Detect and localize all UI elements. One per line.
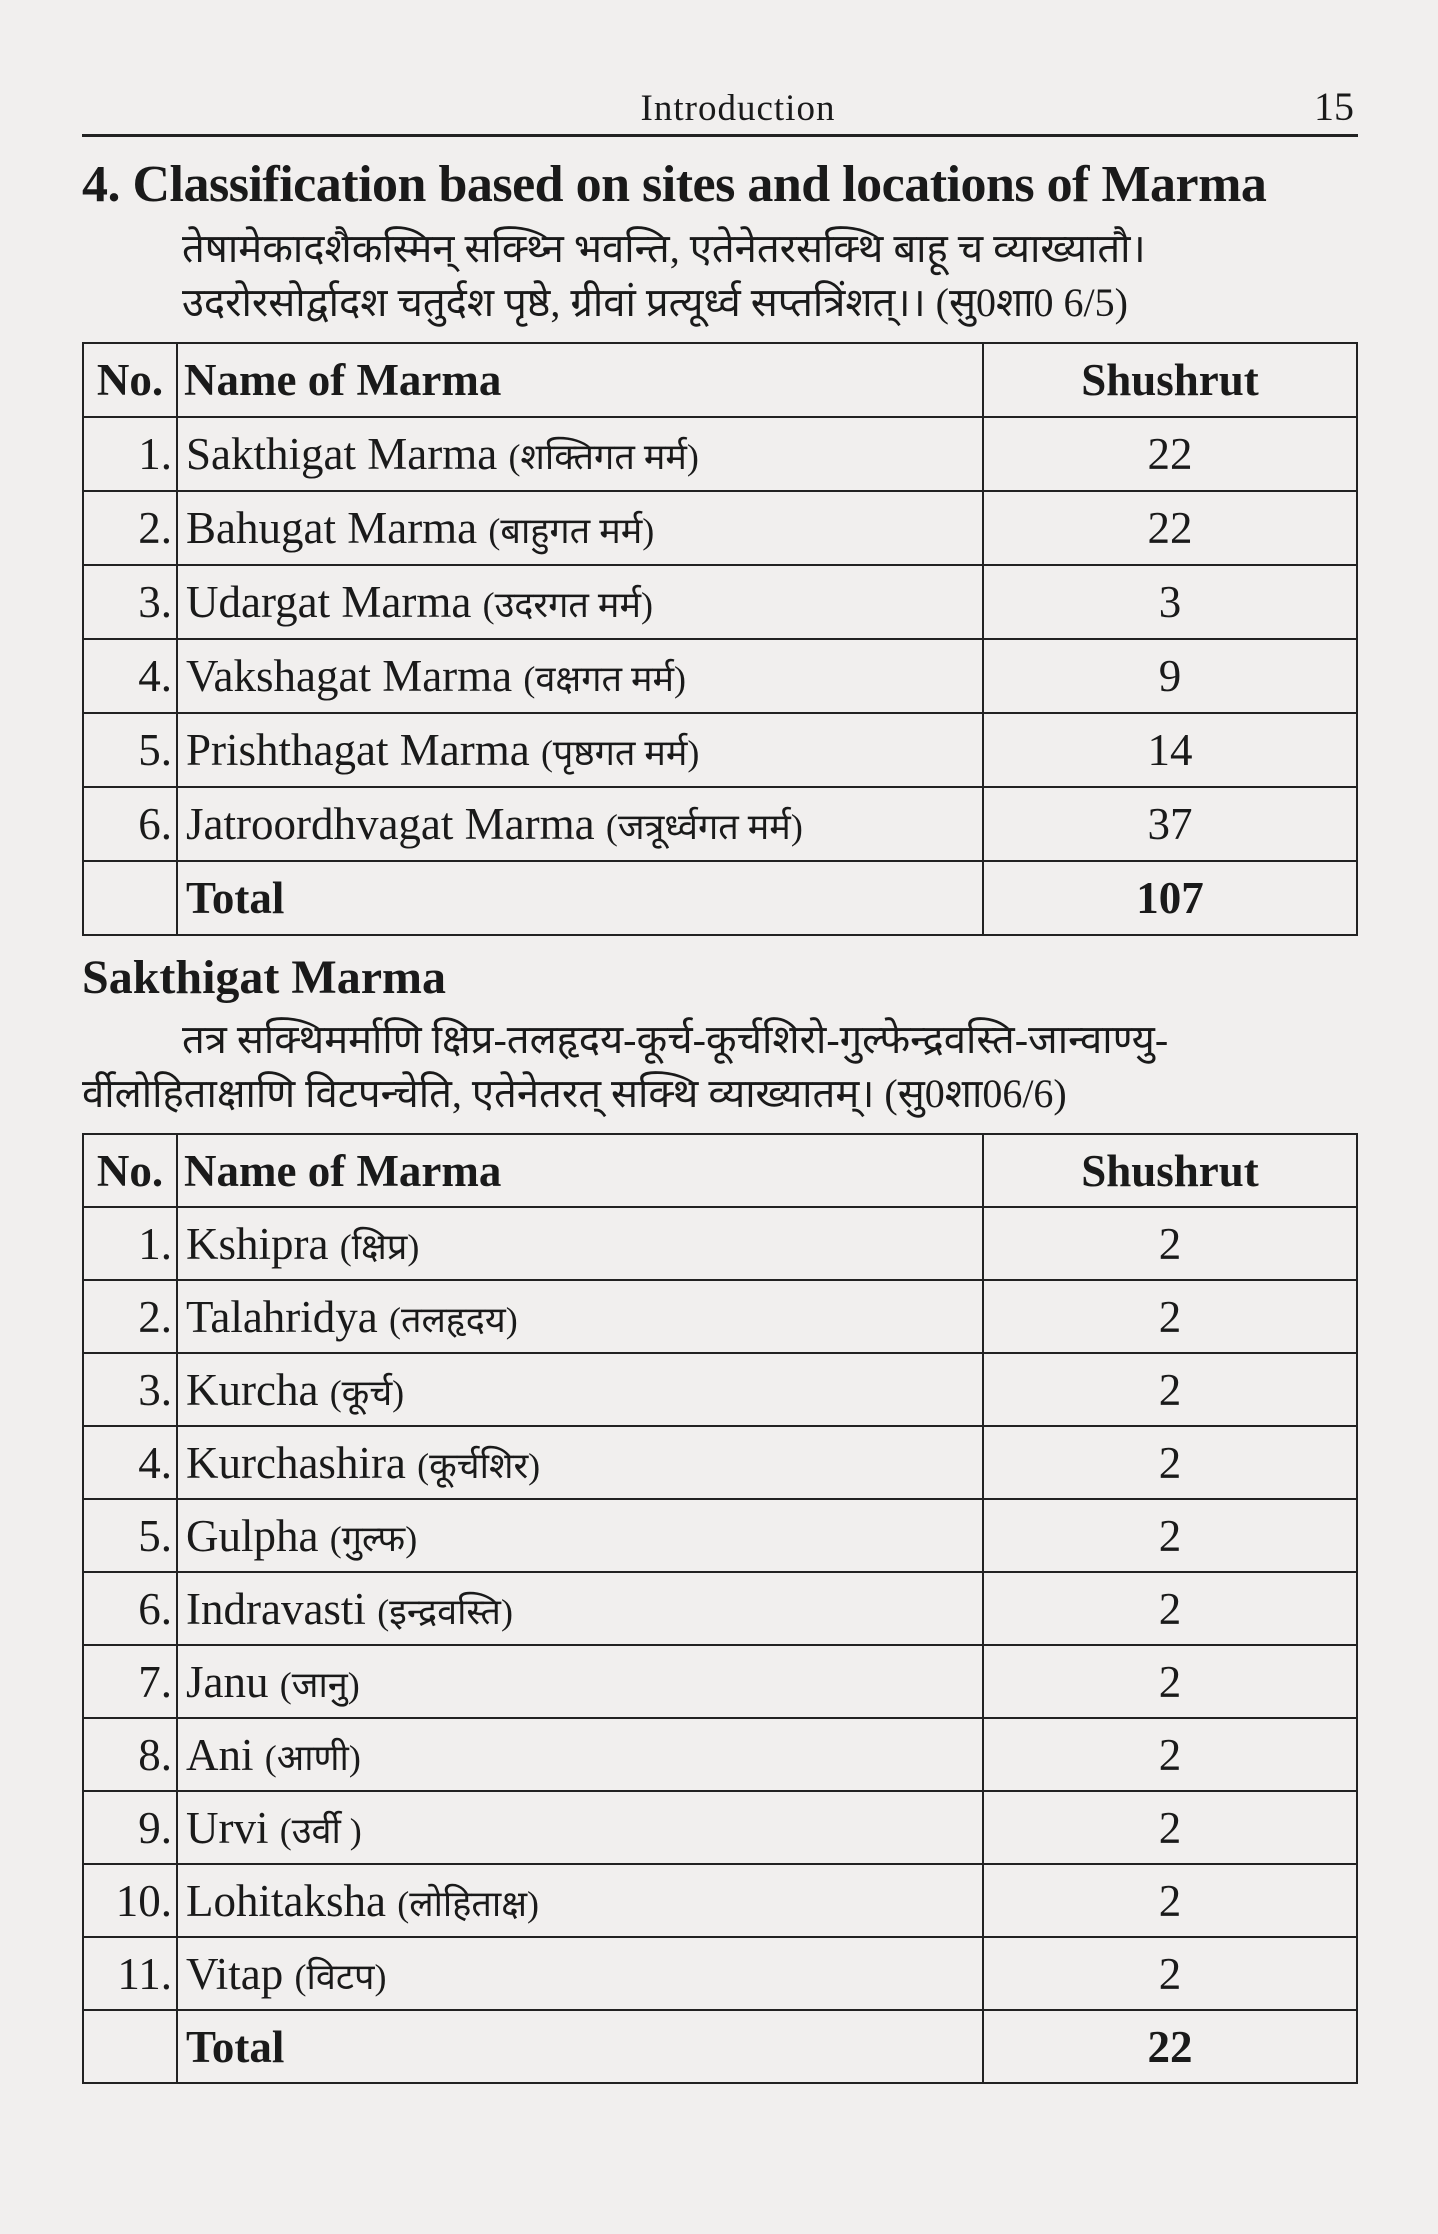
- shushrut-count: 2: [983, 1791, 1357, 1864]
- table-row: [83, 1791, 1357, 1864]
- marma-name-cell: [177, 417, 983, 491]
- marma-name: Udargat Marma: [186, 577, 472, 627]
- table-header-row: [83, 343, 1357, 417]
- row-number: 2.: [83, 491, 177, 565]
- marma-name: Prishthagat Marma: [186, 725, 530, 775]
- marma-name: Bahugat Marma: [186, 503, 478, 553]
- table-row: [83, 565, 1357, 639]
- running-title: Introduction: [640, 88, 836, 129]
- shushrut-count: 22: [983, 491, 1357, 565]
- table-row: [83, 639, 1357, 713]
- marma-name: Kurchashira: [186, 1437, 406, 1488]
- col-header-name: Name of Marma: [177, 343, 983, 417]
- row-number: 11.: [83, 1937, 177, 2010]
- shushrut-count: 2: [983, 1864, 1357, 1937]
- total-row: [83, 2010, 1357, 2083]
- marma-name: Kurcha: [186, 1364, 319, 1415]
- table-row: [83, 713, 1357, 787]
- section-heading: 4. Classification based on sites and locations of Marma: [82, 156, 1267, 213]
- row-number: 6.: [83, 1572, 177, 1645]
- total-label: Total: [177, 861, 983, 935]
- subsection-heading: Sakthigat Marma: [82, 951, 446, 1004]
- table-header-row: [83, 1134, 1357, 1207]
- total-row: [83, 861, 1357, 935]
- shushrut-count: 22: [983, 417, 1357, 491]
- shushrut-count: 2: [983, 1645, 1357, 1718]
- table-row: [83, 1207, 1357, 1280]
- shushrut-count: 37: [983, 787, 1357, 861]
- marma-name: Lohitaksha: [186, 1875, 386, 1926]
- marma-name-devanagari: (तलहृदय): [389, 1299, 518, 1340]
- marma-name-devanagari: (शक्तिगत मर्म): [508, 437, 699, 477]
- marma-name: Ani: [186, 1729, 254, 1780]
- marma-name: Vakshagat Marma: [186, 651, 513, 701]
- marma-name: Gulpha: [186, 1510, 319, 1561]
- marma-name: Vitap: [186, 1948, 284, 1999]
- marma-name-devanagari: (जत्रूर्ध्वगत मर्म): [605, 807, 803, 847]
- marma-name-cell: [177, 787, 983, 861]
- shushrut-count: 2: [983, 1353, 1357, 1426]
- table-row: [83, 417, 1357, 491]
- total-label: Total: [177, 2010, 983, 2083]
- row-number: 4.: [83, 1426, 177, 1499]
- shushrut-count: 2: [983, 1572, 1357, 1645]
- table-row: [83, 1499, 1357, 1572]
- shushrut-count: 2: [983, 1207, 1357, 1280]
- row-number: 7.: [83, 1645, 177, 1718]
- marma-name-devanagari: (वक्षगत मर्म): [523, 659, 687, 699]
- table-row: [83, 787, 1357, 861]
- verse-line: र्वीलोहिताक्षाणि विटपन्चेति, एतेनेतरत् सक्थि व्याख्यातम्। (सु0शा06/6): [82, 1071, 1067, 1116]
- sakthigat-marma-table: [82, 1133, 1358, 2084]
- marma-name-cell: [177, 1353, 983, 1426]
- row-number: 8.: [83, 1718, 177, 1791]
- marma-name-devanagari: (बाहुगत मर्म): [488, 511, 655, 551]
- marma-name: Talahridya: [186, 1291, 378, 1342]
- marma-name-cell: [177, 1207, 983, 1280]
- marma-name: Kshipra: [186, 1218, 329, 1269]
- marma-name-cell: [177, 1864, 983, 1937]
- marma-name-devanagari: (इन्द्रवस्ति): [377, 1591, 513, 1632]
- marma-name-devanagari: (जानु): [279, 1664, 360, 1705]
- verse-line: तेषामेकादशैकस्मिन् सक्थ्नि भवन्ति, एतेनेतरसक्थि बाहू च व्याख्यातौ।: [182, 226, 1146, 271]
- marma-name-cell: [177, 1499, 983, 1572]
- marma-name-devanagari: (लोहिताक्ष): [397, 1883, 540, 1924]
- total-blank: [83, 2010, 177, 2083]
- row-number: 10.: [83, 1864, 177, 1937]
- col-header-name: Name of Marma: [177, 1134, 983, 1207]
- col-header-shushrut: Shushrut: [983, 1134, 1357, 1207]
- sanskrit-verse-2: [82, 1013, 1358, 1121]
- marma-name-devanagari: (उदरगत मर्म): [482, 585, 653, 625]
- table-row: [83, 491, 1357, 565]
- marma-name-devanagari: (आणी): [264, 1737, 361, 1778]
- table-row: [83, 1353, 1357, 1426]
- marma-name-cell: [177, 1645, 983, 1718]
- row-number: 3.: [83, 1353, 177, 1426]
- shushrut-count: 2: [983, 1718, 1357, 1791]
- marma-name-cell: [177, 713, 983, 787]
- row-number: 5.: [83, 713, 177, 787]
- marma-name: Sakthigat Marma: [186, 429, 498, 479]
- marma-name-cell: [177, 1280, 983, 1353]
- table-row: [83, 1280, 1357, 1353]
- marma-name-devanagari: (गुल्फ): [329, 1518, 418, 1559]
- marma-name-cell: [177, 1572, 983, 1645]
- col-header-shushrut: Shushrut: [983, 343, 1357, 417]
- table-body: [83, 417, 1357, 935]
- shushrut-count: 2: [983, 1280, 1357, 1353]
- marma-name-devanagari: (कूर्चशिर): [417, 1445, 541, 1486]
- marma-name-cell: [177, 639, 983, 713]
- marma-name-devanagari: (विटप): [294, 1956, 387, 1997]
- marma-name-devanagari: (उर्वी ): [279, 1810, 362, 1851]
- marma-name: Urvi: [186, 1802, 269, 1853]
- row-number: 3.: [83, 565, 177, 639]
- marma-name-cell: [177, 1718, 983, 1791]
- shushrut-count: 2: [983, 1499, 1357, 1572]
- row-number: 6.: [83, 787, 177, 861]
- row-number: 4.: [83, 639, 177, 713]
- table-body: [83, 1207, 1357, 2083]
- marma-name-cell: [177, 1791, 983, 1864]
- marma-name-devanagari: (कूर्च): [329, 1372, 405, 1413]
- marma-name: Janu: [186, 1656, 269, 1707]
- total-value: 107: [983, 861, 1357, 935]
- verse-line: उदरोरसोर्द्वादश चतुर्दश पृष्ठे, ग्रीवां प्रत्यूर्ध्व सप्तत्रिंशत्।। (सु0शा0 6/5): [182, 280, 1128, 325]
- table-row: [83, 1645, 1357, 1718]
- shushrut-count: 2: [983, 1937, 1357, 2010]
- table-row: [83, 1937, 1357, 2010]
- shushrut-count: 3: [983, 565, 1357, 639]
- running-header: [82, 80, 1358, 137]
- row-number: 1.: [83, 1207, 177, 1280]
- col-header-no: No.: [83, 1134, 177, 1207]
- marma-location-table: [82, 342, 1358, 936]
- verse-line: तत्र सक्थिमर्माणि क्षिप्र-तलहृदय-कूर्च-कूर्चशिरो-गुल्फेन्द्रवस्ति-जान्वाण्यु-: [182, 1017, 1169, 1062]
- shushrut-count: 9: [983, 639, 1357, 713]
- table-row: [83, 1426, 1357, 1499]
- shushrut-count: 14: [983, 713, 1357, 787]
- marma-name-devanagari: (क्षिप्र): [339, 1226, 420, 1267]
- col-header-no: No.: [83, 343, 177, 417]
- marma-name: Indravasti: [186, 1583, 366, 1634]
- marma-name-cell: [177, 565, 983, 639]
- book-page: [82, 80, 1358, 2084]
- marma-name-cell: [177, 1937, 983, 2010]
- page-number: 15: [1314, 84, 1354, 129]
- total-value: 22: [983, 2010, 1357, 2083]
- row-number: 5.: [83, 1499, 177, 1572]
- marma-name: Jatroordhvagat Marma: [186, 799, 595, 849]
- shushrut-count: 2: [983, 1426, 1357, 1499]
- marma-name-cell: [177, 1426, 983, 1499]
- sanskrit-verse-1: [82, 222, 1358, 330]
- row-number: 2.: [83, 1280, 177, 1353]
- row-number: 1.: [83, 417, 177, 491]
- table-row: [83, 1572, 1357, 1645]
- total-blank: [83, 861, 177, 935]
- table-row: [83, 1718, 1357, 1791]
- table-row: [83, 1864, 1357, 1937]
- marma-name-cell: [177, 491, 983, 565]
- marma-name-devanagari: (पृष्ठगत मर्म): [540, 733, 700, 773]
- row-number: 9.: [83, 1791, 177, 1864]
